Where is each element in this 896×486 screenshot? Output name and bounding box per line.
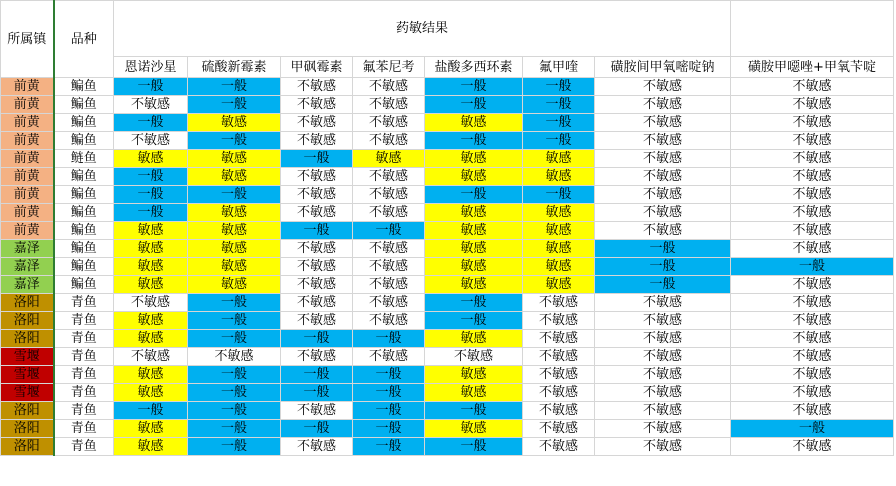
cell-result[interactable]: 不敏感: [523, 384, 595, 402]
cell-result[interactable]: 一般: [188, 420, 281, 438]
cell-result[interactable]: 敏感: [188, 222, 281, 240]
table-row: [1, 132, 894, 150]
cell-result[interactable]: 敏感: [425, 114, 523, 132]
cell-town[interactable]: 雪堰: [1, 366, 54, 384]
cell-result[interactable]: 不敏感: [595, 294, 731, 312]
cell-result[interactable]: 敏感: [425, 258, 523, 276]
cell-result[interactable]: 敏感: [523, 168, 595, 186]
header-drug[interactable]: 硫酸新霉素: [188, 57, 281, 78]
cell-result[interactable]: 不敏感: [731, 186, 894, 204]
table-row: [1, 384, 894, 402]
cell-result[interactable]: 一般: [425, 294, 523, 312]
cell-result[interactable]: 敏感: [114, 222, 188, 240]
cell-result[interactable]: 敏感: [523, 240, 595, 258]
cell-result[interactable]: 不敏感: [281, 96, 353, 114]
header-blank-cell[interactable]: [731, 1, 894, 57]
cell-result[interactable]: 一般: [425, 78, 523, 96]
cell-town[interactable]: 嘉泽: [1, 258, 54, 276]
cell-result[interactable]: 一般: [188, 132, 281, 150]
cell-result[interactable]: 敏感: [425, 420, 523, 438]
cell-result[interactable]: 不敏感: [281, 186, 353, 204]
cell-result[interactable]: 一般: [425, 132, 523, 150]
cell-result[interactable]: 不敏感: [281, 204, 353, 222]
cell-town[interactable]: 洛阳: [1, 438, 54, 456]
header-drug[interactable]: 甲砜霉素: [281, 57, 353, 78]
cell-result[interactable]: 不敏感: [595, 78, 731, 96]
cell-result[interactable]: 一般: [425, 312, 523, 330]
cell-result[interactable]: 不敏感: [353, 240, 425, 258]
cell-result[interactable]: 不敏感: [595, 204, 731, 222]
cell-result[interactable]: 不敏感: [731, 330, 894, 348]
cell-species[interactable]: 鳊鱼: [54, 240, 114, 258]
cell-result[interactable]: 一般: [188, 186, 281, 204]
cell-town[interactable]: 洛阳: [1, 330, 54, 348]
cell-result[interactable]: 不敏感: [595, 114, 731, 132]
cell-town[interactable]: 前黄: [1, 132, 54, 150]
cell-result[interactable]: 一般: [281, 420, 353, 438]
cell-result[interactable]: 不敏感: [281, 312, 353, 330]
cell-result[interactable]: 不敏感: [731, 78, 894, 96]
cell-result[interactable]: 一般: [353, 222, 425, 240]
cell-species[interactable]: 青鱼: [54, 438, 114, 456]
header-town[interactable]: 所属镇: [1, 1, 54, 78]
cell-result[interactable]: 一般: [595, 258, 731, 276]
cell-result[interactable]: 不敏感: [731, 150, 894, 168]
cell-result[interactable]: 敏感: [188, 204, 281, 222]
cell-result[interactable]: 敏感: [114, 438, 188, 456]
cell-result[interactable]: 敏感: [425, 150, 523, 168]
cell-result[interactable]: 不敏感: [425, 348, 523, 366]
cell-species[interactable]: 青鱼: [54, 330, 114, 348]
cell-result[interactable]: 敏感: [425, 204, 523, 222]
cell-result[interactable]: 不敏感: [353, 114, 425, 132]
cell-species[interactable]: 青鱼: [54, 312, 114, 330]
cell-result[interactable]: 一般: [281, 222, 353, 240]
cell-result[interactable]: 一般: [523, 186, 595, 204]
cell-result[interactable]: 不敏感: [731, 438, 894, 456]
cell-result[interactable]: 不敏感: [595, 96, 731, 114]
cell-species[interactable]: 鳊鱼: [54, 222, 114, 240]
cell-result[interactable]: 敏感: [523, 258, 595, 276]
table-row: [1, 276, 894, 294]
cell-result[interactable]: 不敏感: [595, 420, 731, 438]
cell-result[interactable]: 一般: [353, 438, 425, 456]
cell-species[interactable]: 青鱼: [54, 294, 114, 312]
cell-result[interactable]: 不敏感: [731, 366, 894, 384]
cell-result[interactable]: 敏感: [523, 222, 595, 240]
header-drug[interactable]: 磺胺甲噁唑+甲氧苄啶: [731, 57, 894, 78]
cell-result[interactable]: 一般: [188, 384, 281, 402]
cell-result[interactable]: 不敏感: [114, 294, 188, 312]
cell-result[interactable]: 敏感: [425, 384, 523, 402]
table-row: [1, 258, 894, 276]
cell-result[interactable]: 不敏感: [353, 258, 425, 276]
cell-species[interactable]: 青鱼: [54, 366, 114, 384]
cell-result[interactable]: 不敏感: [523, 420, 595, 438]
cell-town[interactable]: 前黄: [1, 168, 54, 186]
cell-result[interactable]: 一般: [188, 96, 281, 114]
cell-result[interactable]: 不敏感: [281, 294, 353, 312]
cell-result[interactable]: 不敏感: [731, 348, 894, 366]
cell-result[interactable]: 不敏感: [595, 168, 731, 186]
cell-result[interactable]: 一般: [353, 330, 425, 348]
cell-result[interactable]: 敏感: [425, 366, 523, 384]
cell-result[interactable]: 一般: [523, 132, 595, 150]
cell-result[interactable]: 不敏感: [353, 348, 425, 366]
cell-result[interactable]: 敏感: [188, 150, 281, 168]
header-species[interactable]: 品种: [54, 1, 114, 78]
cell-town[interactable]: 洛阳: [1, 402, 54, 420]
cell-result[interactable]: 不敏感: [595, 438, 731, 456]
cell-town[interactable]: 前黄: [1, 114, 54, 132]
cell-result[interactable]: 不敏感: [523, 294, 595, 312]
cell-town[interactable]: 前黄: [1, 204, 54, 222]
cell-result[interactable]: 不敏感: [595, 132, 731, 150]
table-row: [1, 204, 894, 222]
cell-result[interactable]: 一般: [425, 96, 523, 114]
cell-result[interactable]: 不敏感: [353, 132, 425, 150]
cell-species[interactable]: 鲢鱼: [54, 150, 114, 168]
cell-species[interactable]: 鳊鱼: [54, 168, 114, 186]
cell-result[interactable]: 一般: [114, 78, 188, 96]
cell-result[interactable]: 一般: [425, 402, 523, 420]
cell-town[interactable]: 前黄: [1, 96, 54, 114]
cell-result[interactable]: 不敏感: [731, 276, 894, 294]
cell-result[interactable]: 不敏感: [731, 222, 894, 240]
cell-result[interactable]: 不敏感: [595, 348, 731, 366]
cell-result[interactable]: 不敏感: [595, 366, 731, 384]
cell-result[interactable]: 一般: [114, 168, 188, 186]
header-drug[interactable]: 氟甲喹: [523, 57, 595, 78]
cell-result[interactable]: 不敏感: [353, 96, 425, 114]
cell-result[interactable]: 不敏感: [523, 330, 595, 348]
cell-town[interactable]: 嘉泽: [1, 240, 54, 258]
cell-result[interactable]: 敏感: [114, 384, 188, 402]
cell-result[interactable]: 不敏感: [731, 132, 894, 150]
cell-result[interactable]: 一般: [281, 366, 353, 384]
cell-result[interactable]: 一般: [353, 366, 425, 384]
cell-result[interactable]: 不敏感: [523, 402, 595, 420]
table-row: [1, 168, 894, 186]
table-row: [1, 222, 894, 240]
cell-result[interactable]: 一般: [353, 384, 425, 402]
cell-town[interactable]: 前黄: [1, 186, 54, 204]
cell-result[interactable]: 不敏感: [281, 402, 353, 420]
cell-result[interactable]: 一般: [731, 420, 894, 438]
table-row: [1, 150, 894, 168]
cell-species[interactable]: 鳊鱼: [54, 78, 114, 96]
cell-result[interactable]: 不敏感: [114, 96, 188, 114]
cell-result[interactable]: 敏感: [114, 420, 188, 438]
cell-result[interactable]: 不敏感: [731, 402, 894, 420]
cell-result[interactable]: 敏感: [114, 240, 188, 258]
cell-result[interactable]: 敏感: [353, 150, 425, 168]
cell-result[interactable]: 一般: [595, 240, 731, 258]
cell-result[interactable]: 敏感: [188, 258, 281, 276]
cell-species[interactable]: 鳊鱼: [54, 96, 114, 114]
table-row: [1, 78, 894, 96]
cell-result[interactable]: 一般: [281, 150, 353, 168]
table-row: [1, 402, 894, 420]
cell-result[interactable]: 一般: [281, 330, 353, 348]
cell-result[interactable]: 一般: [523, 78, 595, 96]
header-drug[interactable]: 盐酸多西环素: [425, 57, 523, 78]
cell-result[interactable]: 不敏感: [281, 348, 353, 366]
cell-result[interactable]: 不敏感: [281, 168, 353, 186]
table-row: [1, 186, 894, 204]
cell-result[interactable]: 不敏感: [353, 312, 425, 330]
cell-result[interactable]: 不敏感: [353, 276, 425, 294]
cell-result[interactable]: 不敏感: [188, 348, 281, 366]
cell-result[interactable]: 敏感: [425, 168, 523, 186]
cell-result[interactable]: 不敏感: [523, 312, 595, 330]
cell-result[interactable]: 不敏感: [595, 402, 731, 420]
header-drug[interactable]: 磺胺间甲氧嘧啶钠: [595, 57, 731, 78]
cell-result[interactable]: 敏感: [425, 330, 523, 348]
cell-species[interactable]: 青鱼: [54, 348, 114, 366]
cell-result[interactable]: 不敏感: [353, 186, 425, 204]
cell-result[interactable]: 敏感: [114, 258, 188, 276]
cell-result[interactable]: 不敏感: [731, 114, 894, 132]
table-row: [1, 294, 894, 312]
cell-result[interactable]: 不敏感: [595, 222, 731, 240]
cell-result[interactable]: 不敏感: [595, 150, 731, 168]
cell-result[interactable]: 敏感: [425, 222, 523, 240]
cell-result[interactable]: 一般: [188, 78, 281, 96]
cell-result[interactable]: 一般: [114, 186, 188, 204]
cell-town[interactable]: 雪堰: [1, 348, 54, 366]
cell-result[interactable]: 一般: [353, 420, 425, 438]
cell-result[interactable]: 一般: [523, 96, 595, 114]
cell-result[interactable]: 不敏感: [281, 276, 353, 294]
cell-result[interactable]: 不敏感: [353, 294, 425, 312]
cell-result[interactable]: 不敏感: [114, 348, 188, 366]
cell-result[interactable]: 敏感: [425, 276, 523, 294]
cell-result[interactable]: 不敏感: [281, 438, 353, 456]
cell-result[interactable]: 不敏感: [281, 258, 353, 276]
cell-result[interactable]: 不敏感: [523, 348, 595, 366]
cell-result[interactable]: 不敏感: [731, 168, 894, 186]
table-row: [1, 438, 894, 456]
cell-result[interactable]: 一般: [731, 258, 894, 276]
cell-result[interactable]: 一般: [188, 294, 281, 312]
cell-result[interactable]: 不敏感: [731, 384, 894, 402]
cell-result[interactable]: 一般: [188, 402, 281, 420]
cell-result[interactable]: 敏感: [523, 150, 595, 168]
cell-result[interactable]: 不敏感: [281, 78, 353, 96]
header-drug[interactable]: 氟苯尼考: [353, 57, 425, 78]
cell-species[interactable]: 青鱼: [54, 420, 114, 438]
cell-result[interactable]: 敏感: [523, 276, 595, 294]
cell-result[interactable]: 敏感: [114, 276, 188, 294]
cell-result[interactable]: 一般: [595, 276, 731, 294]
cell-result[interactable]: 敏感: [114, 366, 188, 384]
cell-species[interactable]: 鳊鱼: [54, 114, 114, 132]
cell-result[interactable]: 一般: [523, 114, 595, 132]
cell-result[interactable]: 一般: [114, 204, 188, 222]
cell-result[interactable]: 敏感: [114, 330, 188, 348]
cell-species[interactable]: 鳊鱼: [54, 204, 114, 222]
cell-result[interactable]: 不敏感: [731, 312, 894, 330]
cell-species[interactable]: 青鱼: [54, 384, 114, 402]
cell-result[interactable]: 不敏感: [731, 96, 894, 114]
cell-town[interactable]: 雪堰: [1, 384, 54, 402]
cell-species[interactable]: 鳊鱼: [54, 132, 114, 150]
header-group-results[interactable]: 药敏结果: [114, 1, 731, 57]
cell-result[interactable]: 不敏感: [523, 438, 595, 456]
cell-species[interactable]: 鳊鱼: [54, 276, 114, 294]
cell-result[interactable]: 不敏感: [114, 132, 188, 150]
cell-result[interactable]: 敏感: [188, 114, 281, 132]
cell-town[interactable]: 前黄: [1, 150, 54, 168]
table-row: [1, 420, 894, 438]
cell-town[interactable]: 洛阳: [1, 420, 54, 438]
cell-result[interactable]: 不敏感: [731, 294, 894, 312]
cell-result[interactable]: 一般: [281, 384, 353, 402]
cell-result[interactable]: 敏感: [188, 240, 281, 258]
cell-result[interactable]: 不敏感: [281, 114, 353, 132]
table-row: [1, 330, 894, 348]
cell-result[interactable]: 一般: [188, 312, 281, 330]
table-row: [1, 240, 894, 258]
table-row: [1, 348, 894, 366]
cell-result[interactable]: 一般: [188, 330, 281, 348]
cell-result[interactable]: 不敏感: [353, 78, 425, 96]
cell-town[interactable]: 前黄: [1, 222, 54, 240]
header-drug[interactable]: 恩诺沙星: [114, 57, 188, 78]
cell-result[interactable]: 一般: [114, 114, 188, 132]
cell-town[interactable]: 嘉泽: [1, 276, 54, 294]
cell-result[interactable]: 不敏感: [595, 330, 731, 348]
cell-result[interactable]: 敏感: [114, 150, 188, 168]
cell-result[interactable]: 不敏感: [731, 240, 894, 258]
cell-result[interactable]: 敏感: [523, 204, 595, 222]
cell-result[interactable]: 不敏感: [595, 312, 731, 330]
cell-species[interactable]: 青鱼: [54, 402, 114, 420]
cell-result[interactable]: 敏感: [188, 168, 281, 186]
cell-result[interactable]: 不敏感: [523, 366, 595, 384]
table-row: [1, 312, 894, 330]
cell-result[interactable]: 不敏感: [281, 240, 353, 258]
cell-result[interactable]: 不敏感: [595, 186, 731, 204]
table-row: [1, 96, 894, 114]
cell-town[interactable]: 洛阳: [1, 312, 54, 330]
cell-result[interactable]: 一般: [425, 438, 523, 456]
cell-result[interactable]: 不敏感: [353, 204, 425, 222]
cell-result[interactable]: 敏感: [114, 312, 188, 330]
cell-town[interactable]: 前黄: [1, 78, 54, 96]
cell-result[interactable]: 一般: [188, 438, 281, 456]
table-row: [1, 366, 894, 384]
cell-result[interactable]: 不敏感: [595, 384, 731, 402]
cell-species[interactable]: 鳊鱼: [54, 258, 114, 276]
cell-result[interactable]: 一般: [114, 402, 188, 420]
cell-result[interactable]: 敏感: [188, 276, 281, 294]
cell-result[interactable]: 不敏感: [281, 132, 353, 150]
cell-result[interactable]: 敏感: [425, 240, 523, 258]
cell-result[interactable]: 一般: [425, 186, 523, 204]
cell-result[interactable]: 一般: [353, 402, 425, 420]
table-row: [1, 114, 894, 132]
cell-result[interactable]: 不敏感: [353, 168, 425, 186]
cell-town[interactable]: 洛阳: [1, 294, 54, 312]
cell-result[interactable]: 一般: [188, 366, 281, 384]
cell-result[interactable]: 不敏感: [731, 204, 894, 222]
cell-species[interactable]: 鳊鱼: [54, 186, 114, 204]
